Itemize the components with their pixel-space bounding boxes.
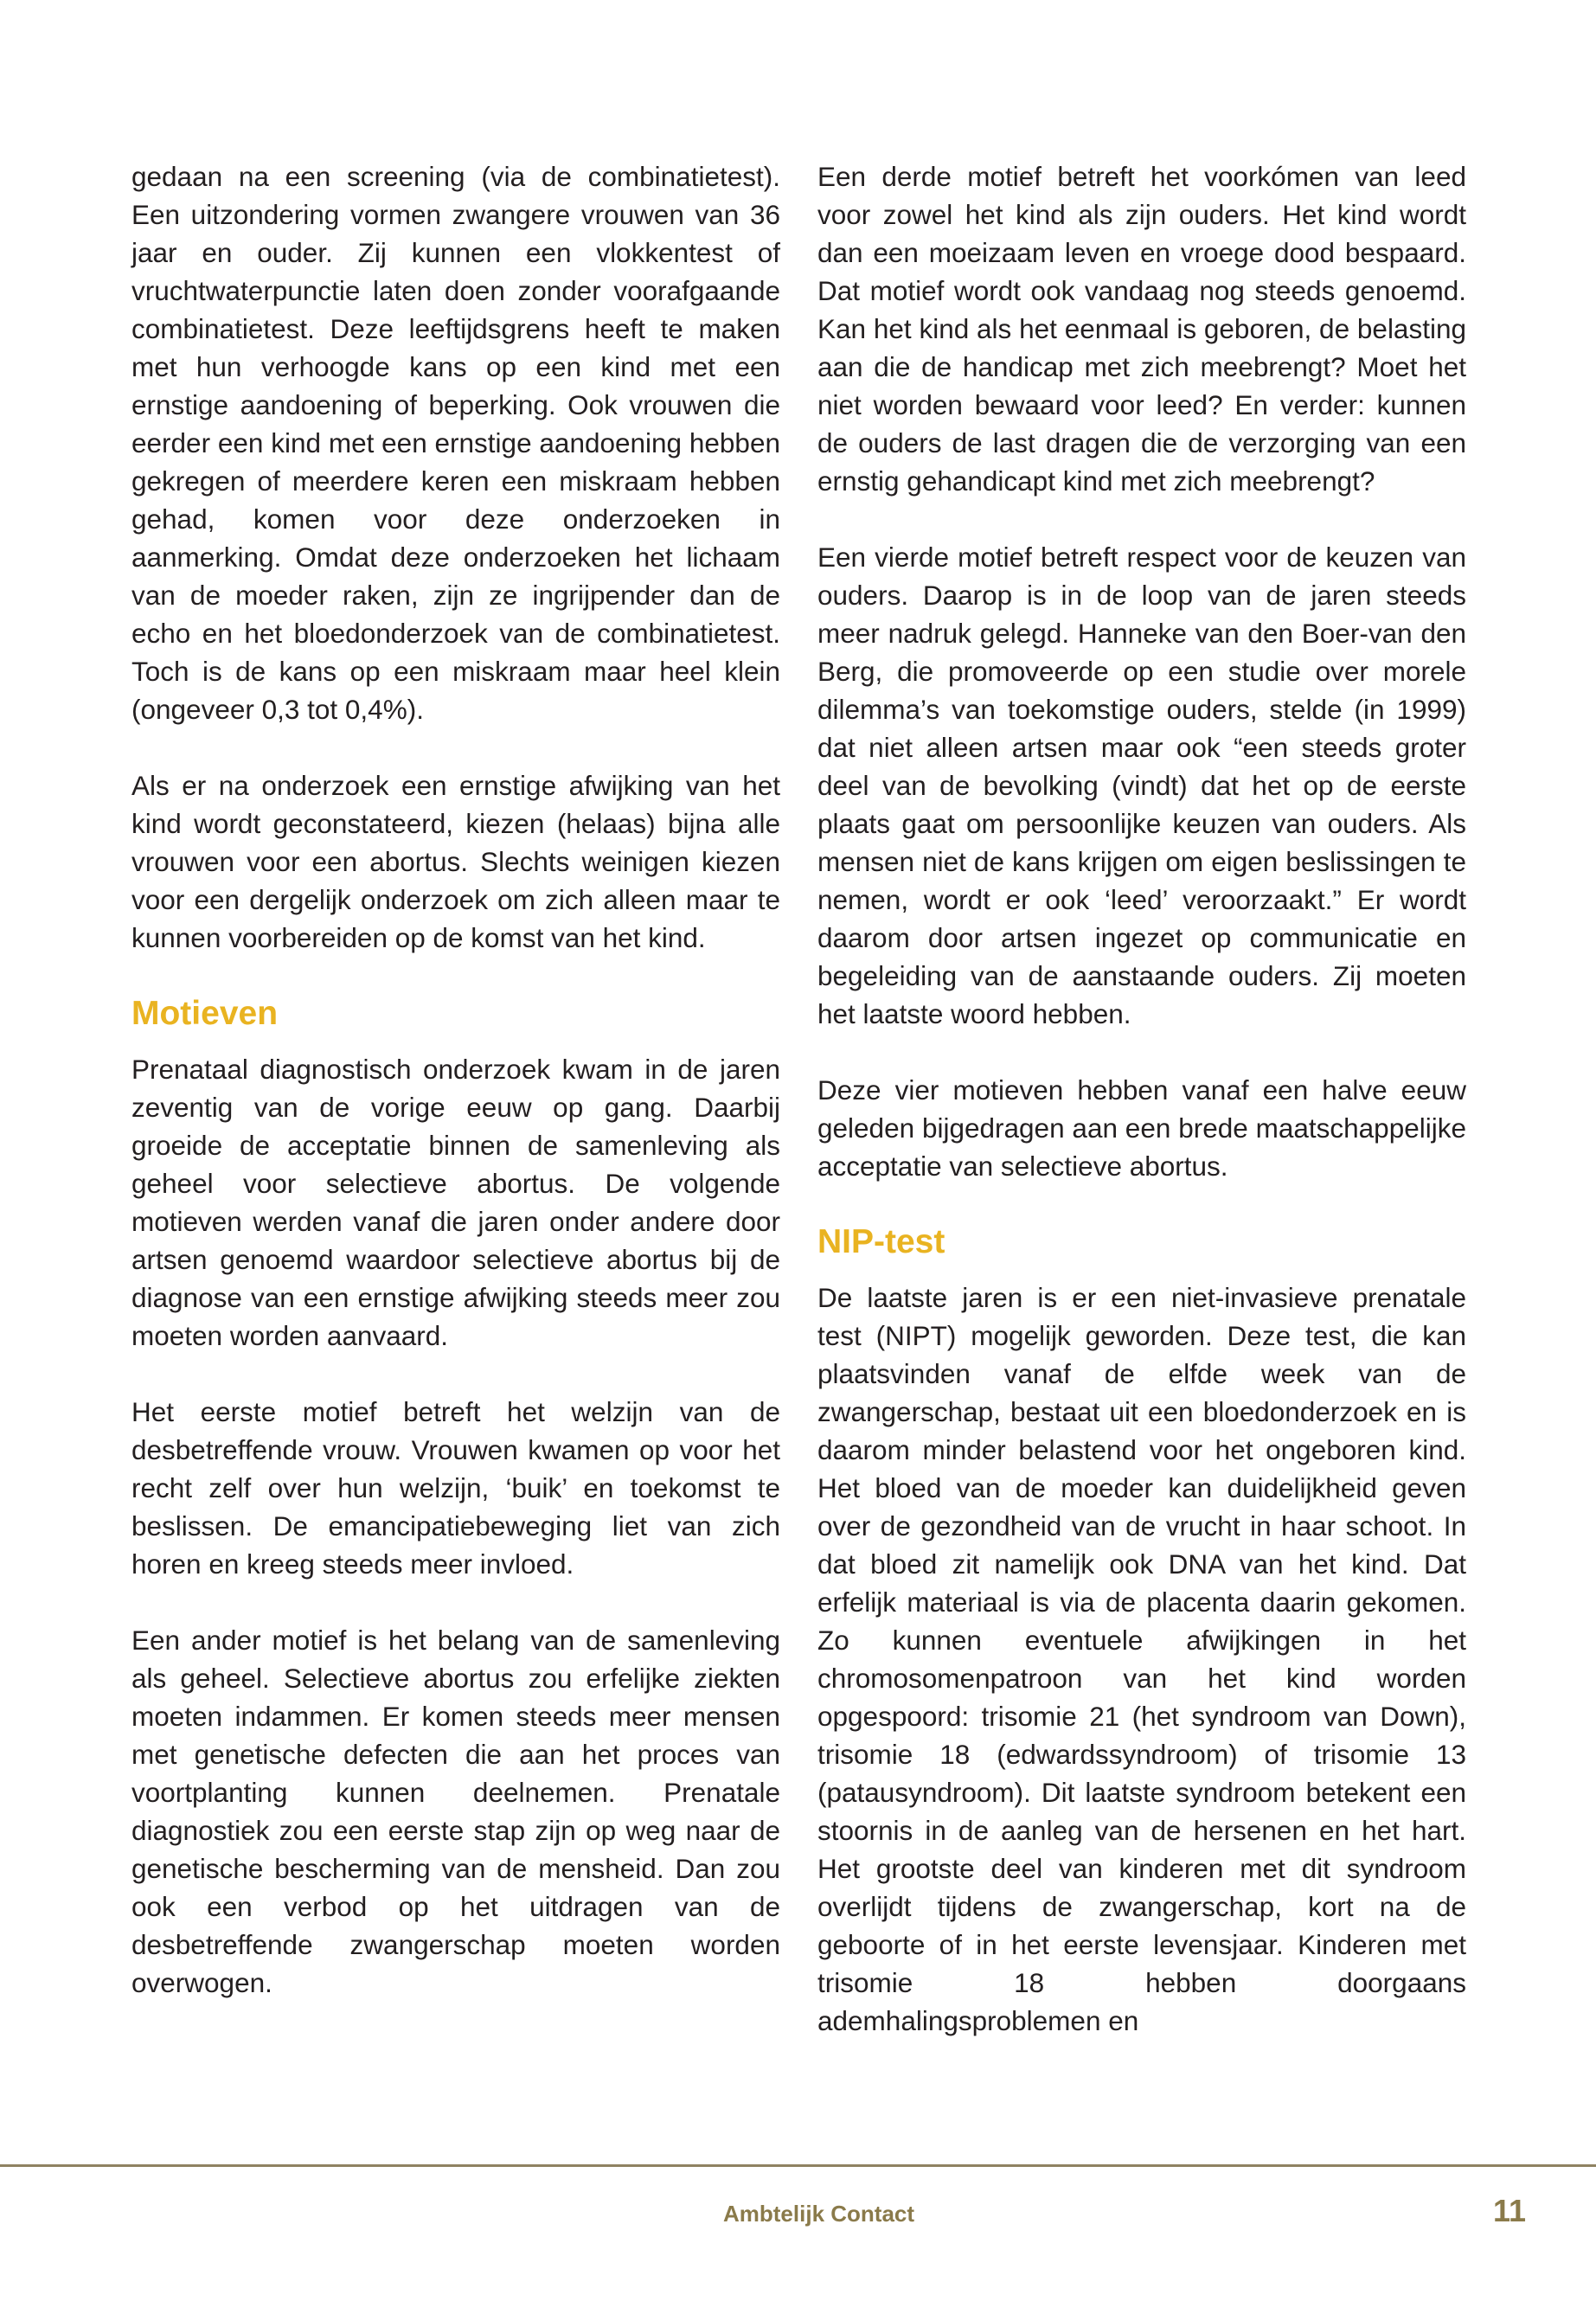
right-column (817, 157, 1466, 2040)
right-paragraph-1: Een derde motief betreft het voorkómen van leed voor zowel het kind als zijn ouders. Het kind wordt dan een moeizaam leven en vroege dood bespaard. Dat motief wordt ook vandaag nog steeds genoemd. Kan het kind als het eenmaal is geboren, de belasting aan die de handicap met zich meebrengt? Moet het niet worden bewaard voor leed? En verder: kunnen de ouders de last dragen die de verzorging van een ernstig gehandicapt kind met zich meebrengt? (817, 161, 1466, 497)
left-paragraph-3: Prenataal diagnostisch onderzoek kwam in de jaren zeventig van de vorige eeuw op gang. Daarbij groeide de acceptatie binnen de samenleving als geheel voor selectieve abortus. De volgende motieven werden vanaf die jaren onder andere door artsen genoemd waardoor selectieve abortus bij de diagnose van een ernstige afwijking steeds meer zou moeten worden aanvaard. (131, 1054, 780, 1351)
right-paragraph-4: De laatste jaren is er een niet-invasieve prenatale test (NIPT) mogelijk geworden. Deze test, die kan plaatsvinden vanaf de elfde week van de zwangerschap, bestaat uit een bloedonderzoek en is daarom minder belastend voor het ongeboren kind. Het bloed van de moeder kan duidelijkheid geven over de gezondheid van de vrucht in haar schoot. In dat bloed zit namelijk ook DNA van het kind. Dat erfelijk materiaal is via de placenta daarin gekomen. Zo kunnen eventuele afwijkingen in het chromosomenpatroon van het kind worden opgespoord: trisomie 21 (het syndroom van Down), trisomie 18 (edwardssyndroom) of trisomie 13 (patausyndroom). Dit laatste syndroom betekent een stoornis in de aanleg van de hersenen en het hart. Het grootste deel van kinderen met dit syndroom overlijdt tijdens de zwangerschap, kort na de geboorte of in het eerste levensjaar. Kinderen met trisomie 18 hebben doorgaans ademhalingsproblemen en (817, 1282, 1466, 2036)
left-paragraph-5: Een ander motief is het belang van de samenleving als geheel. Selectieve abortus zou erfelijke ziekten moeten indammen. Er komen steeds meer mensen met genetische defecten die aan het proces van voortplanting kunnen deelnemen. Prenatale diagnostiek zou een eerste stap zijn op weg naar de genetische bescherming van de mensheid. Dan zou ook een verbod op het uitdragen van de desbetreffende zwangerschap moeten worden overwogen. (131, 1625, 780, 1998)
page-number: 11 (1493, 2193, 1527, 2228)
heading-motieven: Motieven (131, 995, 279, 1032)
right-paragraph-2: Een vierde motief betreft respect voor de keuzen van ouders. Daarop is in de loop van de jaren steeds meer nadruk gelegd. Hanneke van den Boer-van den Berg, die promoveerde op een studie over morele dilemma’s van toekomstige ouders, stelde (in 1999) dat niet alleen artsen maar ook “een steeds groter deel van de bevolking (vindt) dat het op de eerste plaats gaat om persoonlijke keuzen van ouders. Als mensen niet de kans krijgen om eigen beslissingen te nemen, wordt er ook ‘leed’ veroorzaakt.” Er wordt daarom door artsen ingezet op communicatie en begeleiding van de aanstaande ouders. Zij moeten het laatste woord hebben. (817, 542, 1466, 1029)
left-paragraph-1: gedaan na een screening (via de combinatietest). Een uitzondering vormen zwangere vrouwen van 36 jaar en ouder. Zij kunnen een vlokkentest of vruchtwaterpunctie laten doen zonder voorafgaande combinatietest. Deze leeftijdsgrens heeft te maken met hun verhoogde kans op een kind met een ernstige aandoening of beperking. Ook vrouwen die eerder een kind met een ernstige aandoening hebben gekregen of meerdere keren een miskraam hebben gehad, komen voor deze onderzoeken in aanmerking. Omdat deze onderzoeken het lichaam van de moeder raken, zijn ze ingrijpender dan de echo en het bloedonderzoek van de combinatietest. Toch is de kans op een miskraam maar heel klein (ongeveer 0,3 tot 0,4%). (131, 161, 780, 725)
right-paragraph-3: Deze vier motieven hebben vanaf een halve eeuw geleden bijgedragen aan een brede maatschappelijke acceptatie van selectieve abortus. (817, 1074, 1466, 1182)
footer-rule (0, 2164, 1596, 2167)
publication-title: Ambtelijk Contact (723, 2201, 915, 2227)
left-paragraph-2: Als er na onderzoek een ernstige afwijking van het kind wordt geconstateerd, kiezen (helaas) bijna alle vrouwen voor een abortus. Slechts weinigen kiezen voor een dergelijk onderzoek om zich alleen maar te kunnen voorbereiden op de komst van het kind. (131, 770, 780, 953)
heading-nip-test: NIP-test (817, 1223, 945, 1260)
left-column (131, 157, 780, 2002)
left-paragraph-4: Het eerste motief betreft het welzijn van de desbetreffende vrouw. Vrouwen kwamen op voor het recht zelf over hun welzijn, ‘buik’ en toekomst te beslissen. De emancipatiebeweging liet van zich horen en kreeg steeds meer invloed. (131, 1396, 780, 1580)
